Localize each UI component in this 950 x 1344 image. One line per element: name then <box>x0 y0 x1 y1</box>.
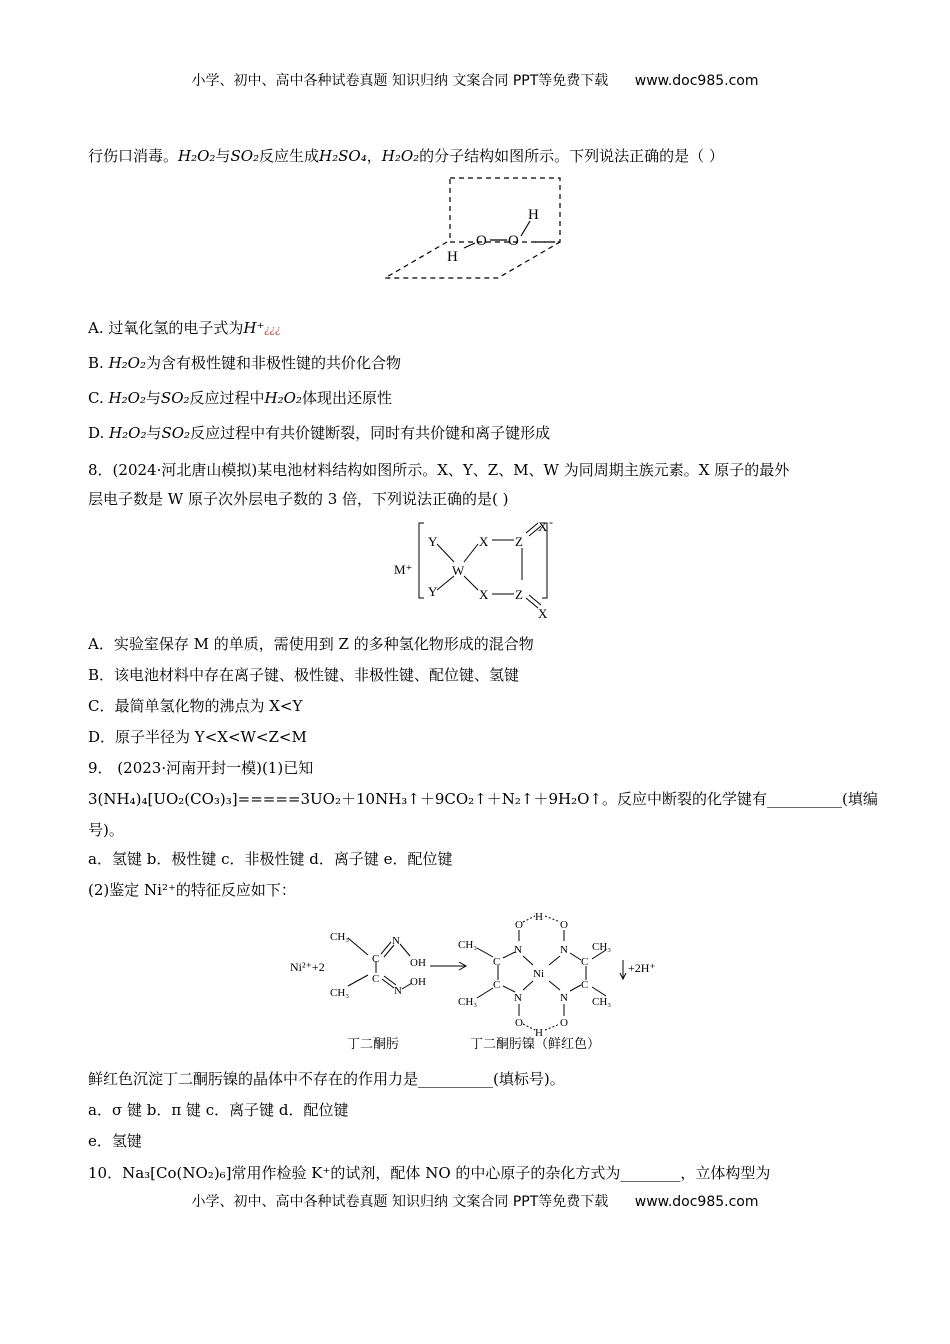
q7-opt-d-h2o2: H₂O₂ <box>109 424 147 442</box>
q7-opt-d-so2: SO₂ <box>161 424 191 442</box>
q9-line8: e．氢键 <box>88 1132 142 1150</box>
nickel-fig-right-o-bottom-left: O <box>515 1017 523 1029</box>
nickel-fig-right-n-bottom-right: N <box>560 992 568 1004</box>
q7-option-d <box>88 423 868 443</box>
nickel-fig-left-oh-top: OH <box>410 957 426 969</box>
q7-option-a <box>88 318 868 341</box>
q7-yu: 与 <box>215 147 231 165</box>
nickel-fig-right-o-bottom-right: O <box>560 1017 568 1029</box>
q7-opt-d-text: 反应过程中有共价键断裂，同时有共价键和离子键形成 <box>190 424 551 442</box>
battery-structure-figure <box>392 515 567 623</box>
q7-so2-1: SO₂ <box>230 147 260 165</box>
q7-h2so4: H₂SO₄ <box>319 147 367 165</box>
nickel-fig-right-o-top-right: O <box>560 919 568 931</box>
nickel-fig-release: +2H⁺ <box>628 961 656 975</box>
q7-opt-b-h2o2: H₂O₂ <box>108 354 146 372</box>
nickel-fig-right-ch3-top-left: CH₃ <box>458 939 478 951</box>
q7-h2o2-2: H₂O₂ <box>381 147 420 165</box>
q7-opt-c-so2: SO₂ <box>160 389 190 407</box>
q7-opt-d-prefix: D. <box>88 424 105 442</box>
q10-line1: 10．Na₃[Co(NO₂)₆]常用作检验 K⁺的试剂，配体 NO 的中心原子的杂化方式为________，立体构型为 <box>88 1164 771 1182</box>
q7-opt-c-yu: 与 <box>145 389 161 407</box>
q8-option-c: C．最简单氢化物的沸点为 X<Y <box>88 697 303 715</box>
nickel-fig-left-ch3-top: CH₃ <box>330 931 350 943</box>
q7-opt-b-text: 为含有极性键和非极性键的共价化合物 <box>145 354 401 372</box>
battery-fig-x-bottom: X <box>479 587 489 602</box>
battery-fig-m: M⁺ <box>394 562 413 577</box>
q8-stem-line1: 8．(2024·河北唐山模拟)某电池材料结构如图所示。X、Y、Z、M、W 为同周期主族元素。X 原子的最外 <box>88 461 790 479</box>
nickel-fig-label-right: 丁二酮肟镍（鲜红色） <box>470 1036 601 1051</box>
q7-stem-b: 的分子结构如图所示。下列说法正确的是（ ） <box>419 147 724 165</box>
q8-option-b: B．该电池材料中存在离子键、极性键、非极性键、配位键、氢键 <box>88 666 520 684</box>
nickel-fig-right-c-bottom-right: C <box>581 979 589 991</box>
q8-option-a: A．实验室保存 M 的单质，需使用到 Z 的多种氢化物形成的混合物 <box>88 635 534 653</box>
q7-stem-a: 行伤口消毒。 <box>88 147 179 165</box>
battery-fig-w: W <box>452 563 465 578</box>
battery-fig-y-bottom: Y <box>428 584 438 599</box>
battery-fig-x-upper-right: X <box>538 519 548 534</box>
nickel-fig-right-c-top-right: C <box>581 956 589 968</box>
battery-fig-y-top: Y <box>428 534 438 549</box>
q7-h2o2-1: H₂O₂ <box>178 147 216 165</box>
q7-opt-c-prefix: C. <box>88 389 104 407</box>
q7-opt-c-text: 体现出还原性 <box>301 389 392 407</box>
q9-line3: 号)。 <box>88 821 124 839</box>
q7-opt-a-prefix: A. 过氧化氢的电子式为 <box>88 319 244 337</box>
battery-fig-charge: - <box>549 515 553 529</box>
h2o2-fig-o-left: O <box>476 233 487 249</box>
q7-fanying: 反应生成 <box>259 147 320 165</box>
h2o2-structure-figure <box>385 172 565 284</box>
q7-option-b <box>88 353 868 373</box>
nickel-fig-right-ch3-bottom-right: CH₃ <box>592 996 612 1008</box>
nickel-fig-right-ch3-top-right: CH₃ <box>592 941 612 953</box>
nickel-fig-right-ni: Ni <box>533 968 544 980</box>
nickel-fig-right-o-top-left: O <box>515 919 523 931</box>
q7-option-c <box>88 388 868 408</box>
h2o2-fig-h-top: H <box>528 207 539 223</box>
q8-stem-line2: 层电子数是 W 原子次外层电子数的 3 倍，下列说法正确的是( ) <box>88 490 509 508</box>
nickel-fig-ni-ion: Ni²⁺+2 <box>290 960 325 974</box>
battery-fig-z-top: Z <box>515 534 523 549</box>
q7-opt-d-yu: 与 <box>146 424 162 442</box>
q9-line4: a．氢键 b．极性键 c．非极性键 d．离子键 e．配位键 <box>88 850 453 868</box>
q7-opt-a-formula: H⁺ <box>243 319 265 337</box>
page-header <box>0 70 950 90</box>
nickel-reaction-figure <box>290 908 670 1058</box>
q8-option-d: D．原子半径为 Y<X<W<Z<M <box>88 728 307 746</box>
nickel-fig-label-left: 丁二酮肟 <box>347 1036 400 1051</box>
q7-opt-c-h2o2: H₂O₂ <box>108 389 146 407</box>
nickel-fig-left-c-top: C <box>372 953 380 965</box>
footer-site[interactable]: www.doc985.com <box>634 1194 759 1210</box>
header-text: 小学、初中、高中各种试卷真题 知识归纳 文案合同 PPT等免费下载 <box>191 73 609 89</box>
nickel-fig-right-n-top-left: N <box>514 944 522 956</box>
nickel-fig-left-c-bottom: C <box>372 973 380 985</box>
nickel-fig-right-h-bottom: H <box>535 1027 543 1039</box>
h2o2-fig-o-right: O <box>508 233 519 249</box>
nickel-fig-right-n-bottom-left: N <box>514 992 522 1004</box>
q7-opt-c-mid: 反应过程中 <box>189 389 265 407</box>
nickel-fig-left-n-top: N <box>392 935 400 947</box>
q9-line1: 9． (2023·河南开封一模)(1)已知 <box>88 759 314 777</box>
nickel-fig-right-ch3-bottom-left: CH₃ <box>458 996 478 1008</box>
battery-fig-x-lower-right: X <box>538 606 548 621</box>
nickel-fig-right-c-bottom-left: C <box>493 979 501 991</box>
nickel-fig-left-oh-bottom: OH <box>410 976 426 988</box>
battery-fig-x-top: X <box>479 534 489 549</box>
q9-line7: a．σ 键 b．π 键 c．离子键 d．配位键 <box>88 1101 349 1119</box>
q7-comma: ， <box>366 147 382 165</box>
q9-line6: 鲜红色沉淀丁二酮肟镍的晶体中不存在的作用力是__________(填标号)。 <box>88 1070 565 1088</box>
q7-opt-b-prefix: B. <box>88 354 104 372</box>
nickel-fig-left-ch3-bottom: CH₃ <box>330 987 350 999</box>
q7-opt-a-garbled: ¿¿¿ <box>264 325 281 336</box>
q7-stem <box>88 146 868 166</box>
h2o2-fig-h-bottom: H <box>447 249 458 265</box>
nickel-fig-right-n-top-right: N <box>560 944 568 956</box>
nickel-fig-right-h-top: H <box>535 911 543 923</box>
q9-line5: (2)鉴定 Ni²⁺的特征反应如下： <box>88 881 296 899</box>
nickel-fig-left-n-bottom: N <box>394 985 402 997</box>
footer-text: 小学、初中、高中各种试卷真题 知识归纳 文案合同 PPT等免费下载 <box>191 1194 609 1210</box>
header-site[interactable]: www.doc985.com <box>634 73 759 89</box>
nickel-fig-right-c-top-left: C <box>493 956 501 968</box>
q7-opt-c-h2o2-2: H₂O₂ <box>264 389 302 407</box>
q9-line2: 3(NH₄)₄[UO₂(CO₃)₃]=====3UO₂＋10NH₃↑＋9CO₂↑＋N₂↑＋9H₂O↑。反应中断裂的化学键有__________(填编 <box>88 790 878 808</box>
battery-fig-z-bottom: Z <box>515 587 523 602</box>
page-footer <box>0 1191 950 1211</box>
